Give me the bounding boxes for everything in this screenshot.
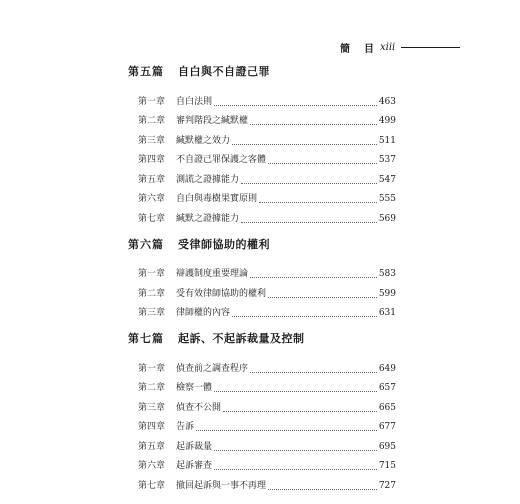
chapter-label: 第五章	[138, 441, 166, 452]
chapter-title: 檢察一體	[176, 383, 213, 393]
header-rule	[401, 47, 460, 48]
header-title: 簡 目	[340, 43, 376, 55]
dot-leader	[268, 489, 377, 490]
dot-leader	[232, 316, 377, 317]
part-heading	[128, 237, 396, 253]
chapter-title: 緘默之證據能力	[176, 213, 240, 224]
chapter-entry	[138, 127, 396, 147]
chapter-title: 自白法則	[176, 96, 213, 107]
chapter-list	[138, 261, 396, 320]
dot-leader	[214, 469, 377, 470]
chapter-entry	[138, 433, 396, 453]
chapter-entry	[138, 166, 396, 186]
chapter-label: 第七章	[138, 480, 166, 491]
chapter-label: 第一章	[138, 363, 166, 374]
chapter-label: 第一章	[138, 269, 166, 279]
dot-leader	[268, 297, 377, 298]
chapter-list	[138, 355, 396, 492]
part-title: 受律師協助的權利	[178, 237, 270, 251]
chapter-page-number: 511	[378, 135, 396, 146]
part-label: 第五篇	[128, 65, 164, 78]
part-heading	[128, 331, 396, 347]
chapter-entry	[138, 261, 396, 281]
chapter-title: 起訴裁量	[176, 441, 213, 452]
chapter-entry	[138, 300, 396, 320]
chapter-page-number: 569	[378, 213, 396, 224]
dot-leader	[223, 411, 377, 412]
dot-leader	[268, 163, 377, 164]
chapter-page-number: 547	[378, 174, 396, 185]
chapter-entry	[138, 414, 396, 434]
chapter-label: 第三章	[138, 308, 166, 318]
table-of-contents	[128, 64, 396, 504]
chapter-entry	[138, 280, 396, 300]
chapter-label: 第一章	[138, 96, 166, 107]
chapter-title: 撤回起訴與一事不再理	[176, 480, 267, 491]
chapter-title: 辯護制度重要理論	[176, 269, 249, 279]
chapter-title: 緘默權之效力	[176, 135, 231, 146]
chapter-label: 第四章	[138, 155, 166, 165]
chapter-title: 告訴	[176, 422, 195, 432]
chapter-title: 自白與毒樹果實原則	[176, 194, 258, 204]
chapter-label: 第二章	[138, 288, 166, 299]
dot-leader	[250, 372, 377, 373]
header-page-number: xiii	[380, 41, 396, 53]
chapter-title: 偵查不公開	[176, 402, 222, 413]
chapter-page-number: 499	[378, 116, 396, 126]
chapter-page-number: 555	[378, 194, 396, 204]
chapter-entry	[138, 205, 396, 225]
running-header	[340, 40, 460, 54]
dot-leader	[232, 144, 377, 145]
chapter-page-number: 727	[378, 480, 396, 491]
part-title: 自白與不自證己罪	[178, 65, 270, 78]
chapter-page-number: 631	[378, 308, 396, 318]
dot-leader	[250, 124, 377, 125]
chapter-title: 不自證己罪保護之客體	[176, 155, 267, 165]
chapter-page-number: 677	[378, 422, 396, 432]
dot-leader	[214, 391, 377, 392]
dot-leader	[214, 105, 377, 106]
dot-leader	[241, 183, 377, 184]
chapter-label: 第四章	[138, 422, 166, 432]
chapter-label: 第七章	[138, 213, 166, 224]
chapter-page-number: 463	[378, 96, 396, 107]
chapter-label: 第二章	[138, 383, 166, 393]
chapter-entry	[138, 394, 396, 414]
dot-leader	[214, 450, 377, 451]
chapter-page-number: 715	[378, 461, 396, 471]
chapter-title: 審判階段之緘默權	[176, 116, 249, 126]
part-title: 起訴、不起訴裁量及控制	[178, 332, 305, 345]
chapter-page-number: 657	[378, 383, 396, 393]
chapter-entry	[138, 472, 396, 492]
chapter-page-number: 649	[378, 363, 396, 374]
chapter-title: 偵查前之調查程序	[176, 363, 249, 374]
chapter-title: 受有效律師協助的權利	[176, 288, 267, 299]
dot-leader	[250, 277, 377, 278]
chapter-page-number: 599	[378, 288, 396, 299]
chapter-entry	[138, 147, 396, 167]
chapter-entry	[138, 186, 396, 206]
chapter-page-number: 537	[378, 155, 396, 165]
chapter-title: 測謊之證據能力	[176, 174, 240, 185]
part-heading	[128, 64, 396, 80]
chapter-page-number: 665	[378, 402, 396, 413]
chapter-entry	[138, 108, 396, 128]
chapter-entry	[138, 453, 396, 473]
part-label: 第六篇	[128, 237, 164, 251]
chapter-label: 第三章	[138, 402, 166, 413]
chapter-list	[138, 88, 396, 225]
chapter-page-number: 695	[378, 441, 396, 452]
chapter-entry	[138, 88, 396, 108]
chapter-label: 第五章	[138, 174, 166, 185]
dot-leader	[241, 222, 377, 223]
part-section	[128, 331, 396, 492]
part-label: 第七篇	[128, 332, 164, 345]
part-section	[128, 237, 396, 320]
chapter-title: 起訴審查	[176, 461, 213, 471]
chapter-label: 第六章	[138, 461, 166, 471]
chapter-label: 第二章	[138, 116, 166, 126]
chapter-entry	[138, 375, 396, 395]
dot-leader	[196, 430, 377, 431]
chapter-label: 第三章	[138, 135, 166, 146]
chapter-entry	[138, 355, 396, 375]
chapter-label: 第六章	[138, 194, 166, 204]
chapter-title: 律師權的內容	[176, 308, 231, 318]
dot-leader	[259, 202, 377, 203]
chapter-page-number: 583	[378, 269, 396, 279]
part-section	[128, 64, 396, 225]
